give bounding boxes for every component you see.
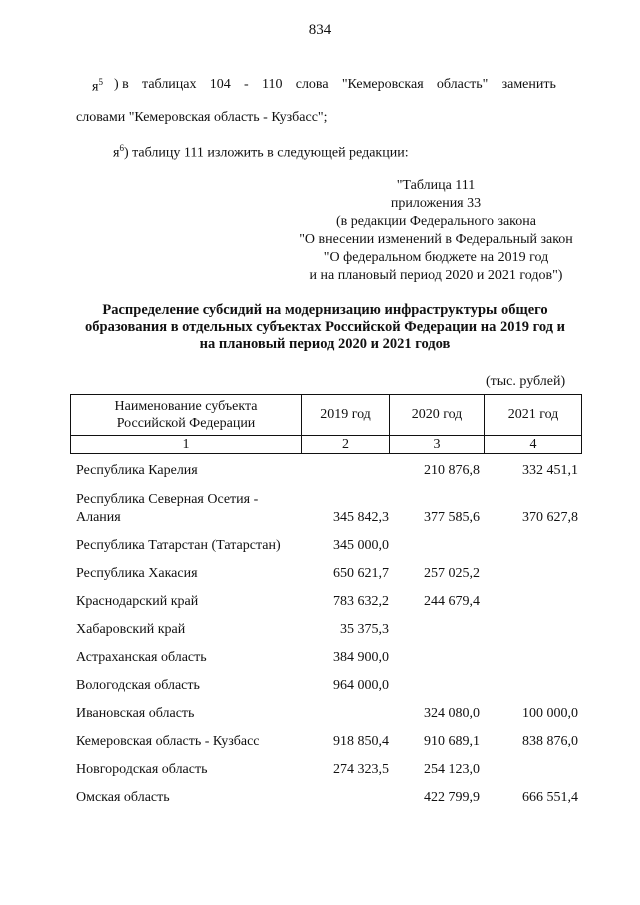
- item5-line2: словами "Кемеровская область - Кузбасс";: [76, 110, 328, 125]
- col-number: 3: [390, 436, 485, 454]
- header-name: Наименование субъекта Российской Федерации: [71, 395, 302, 436]
- table-title: Распределение субсидий на модернизацию инфраструктуры общего образования в отдельных субъектах Российской Федерации на 2019 год и на плановый период 2020 и 2021 годов: [85, 302, 565, 352]
- units-label: (тыс. рублей): [486, 374, 566, 389]
- item6-paragraph: $я^6$) таблицу 111 изложить в следующей редакции:: [113, 143, 409, 161]
- page-number: 834: [308, 22, 332, 38]
- col-number: 4: [485, 436, 582, 454]
- header-2019: 2019 год: [302, 395, 390, 436]
- col-number: 1: [71, 436, 302, 454]
- col-number: 2: [302, 436, 390, 454]
- table-reference: "Таблица 111 приложения 33 (в редакции Федерального закона "О внесении изменений в Федеральный закон "О федеральном бюджете на 2019 год и на плановый период 2020 и 2021 годов"): [299, 178, 573, 283]
- header-2020: 2020 год: [390, 395, 485, 436]
- header-2021: 2021 год: [485, 395, 582, 436]
- table-header: [70, 394, 582, 454]
- item5-line1: ) в таблицах 104 - 110 слова "Кемеровская область" заменить: [114, 77, 556, 92]
- item5-marker: $я^5$: [92, 77, 103, 95]
